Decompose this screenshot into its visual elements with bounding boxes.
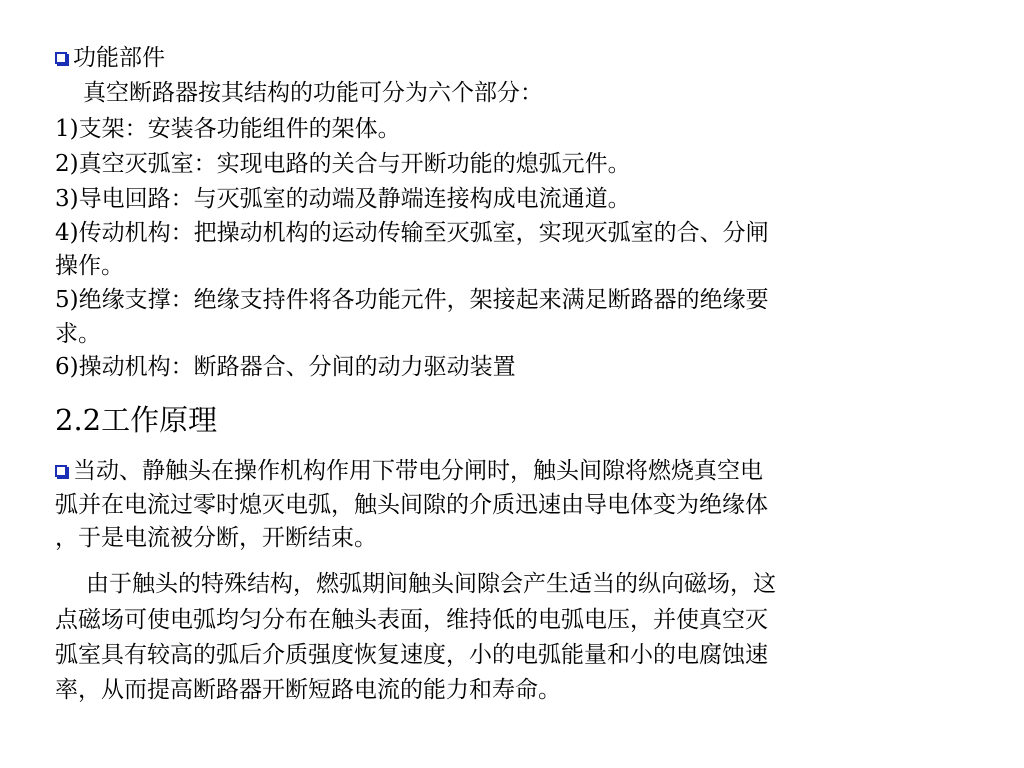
bullet-paragraph-text: 当动、静触头在操作机构作用下带电分闸时，触头间隙将燃烧真空电 (73, 458, 763, 484)
list-item: 6)操动机构：断路器合、分间的动力驱动装置 (55, 354, 516, 380)
paragraph-line: 点磁场可使电弧均匀分布在触头表面，维持低的电弧电压，并使真空灭 (55, 607, 768, 633)
bullet-paragraph-line: ，于是电流被分断，开断结束。 (55, 525, 377, 551)
list-item: 1)支架：安装各功能组件的架体。 (55, 116, 401, 142)
bullet-paragraph-line (55, 457, 763, 485)
paragraph-line: 由于触头的特殊结构，燃弧期间触头间隙会产生适当的纵向磁场，这 (86, 571, 776, 597)
list-item: 3)导电回路：与灭弧室的动端及静端连接构成电流通道。 (55, 186, 631, 212)
list-item: 5)绝缘支撑：绝缘支持件将各功能元件，架接起来满足断路器的绝缘要 (55, 287, 769, 313)
square-bullet-icon (55, 52, 67, 64)
square-bullet-icon (55, 465, 67, 477)
paragraph-line: 率，从而提高断路器开断短路电流的能力和寿命。 (55, 677, 561, 703)
list-item-continuation: 操作。 (55, 253, 124, 279)
section-title (55, 44, 165, 72)
bullet-paragraph-line: 弧并在电流过零时熄灭电弧，触头间隙的介质迅速由导电体变为绝缘体 (55, 492, 768, 518)
section-heading: 2.2工作原理 (55, 403, 218, 437)
section-title-text: 功能部件 (73, 45, 165, 71)
paragraph-line: 弧室具有较高的弧后介质强度恢复速度，小的电弧能量和小的电腐蚀速 (55, 642, 768, 668)
list-item-continuation: 求。 (55, 321, 101, 347)
list-item: 2)真空灭弧室：实现电路的关合与开断功能的熄弧元件。 (55, 151, 631, 177)
list-item: 4)传动机构：把操动机构的运动传输至灭弧室，实现灭弧室的合、分闸 (55, 220, 769, 246)
intro-text: 真空断路器按其结构的功能可分为六个部分： (83, 80, 543, 106)
